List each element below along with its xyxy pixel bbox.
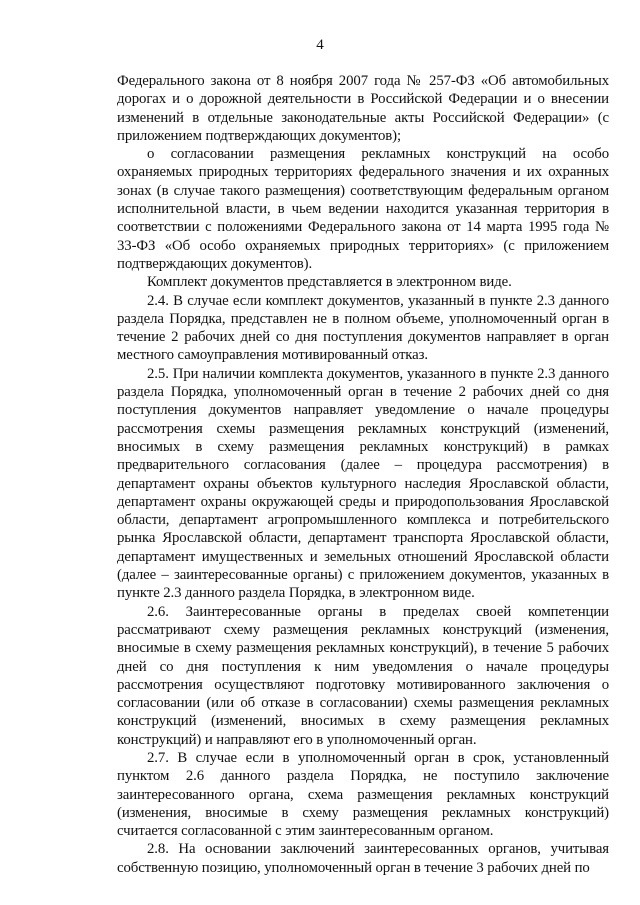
paragraph-protected-territories: о согласовании размещения рекламных конструкций на особо охраняемых природных территориях федерального значения и их охранных зонах (в случае такого размещения) соответствующим федеральным органом исполнительной власти, в чьем ведении находится указанная территория в соответствии с положениями Федерального закона от 14 марта 1995 года № 33-ФЗ «Об особо охраняемых природных территориях» (с приложением подтверждающих документов). [117, 146, 609, 272]
paragraph-2-7: 2.7. В случае если в уполномоченный орган в срок, установленный пунктом 2.6 данного раздела Порядка, не поступило заключение заинтересованного органа, схема размещения рекламных конструкций (изменения, вносимые в схему размещения рекламных конструкций) считается согласованной с этим заинтересованным органом. [117, 749, 609, 840]
paragraph-2-6: 2.6. Заинтересованные органы в пределах своей компетенции рассматривают схему размещения рекламных конструкций (изменения, вносимые в схему размещения рекламных конструкций), в течение 5 рабочих дней со дня поступления к ним уведомления о начале процедуры рассмотрения осуществляют подготовку мотивированного заключения о согласовании (или об отказе в согласовании) схемы размещения рекламных конструкций (изменений, вносимых в схему размещения рекламных конструкций) и направляют его в уполномоченный орган. [117, 603, 609, 748]
page-number: 4 [316, 37, 324, 53]
paragraph-2-4: 2.4. В случае если комплект документов, указанный в пункте 2.3 данного раздела Порядка, представлен не в полном объеме, уполномоченный орган в течение 2 рабочих дней со дня поступления документов направляет в орган местного самоуправления мотивированный отказ. [117, 292, 609, 364]
paragraph-2-5: 2.5. При наличии комплекта документов, указанного в пункте 2.3 данного раздела Порядка, уполномоченный орган в течение 2 рабочих дней со дня поступления документов направляет уведомление о начале процедуры рассмотрения схемы размещения рекламных конструкций (изменений, вносимых в схему размещения рекламных конструкций) в рамках предварительного согласования (далее – процедура рассмотрения) в департамент охраны объектов культурного наследия Ярославской области, департамент охраны окружающей среды и природопользования Ярославской области, департамент агропромышленного комплекса и потребительского рынка Ярославской области, департамент транспорта Ярославской области, департамент имущественных и земельных отношений Ярославской области (далее – заинтересованные органы) с приложением документов, указанных в пункте 2.3 данного раздела Порядка, в электронном виде. [117, 365, 609, 602]
paragraph-2-8: 2.8. На основании заключений заинтересованных органов, учитывая собственную позицию, уполномоченный орган в течение 3 рабочих дней по [117, 841, 609, 876]
paragraph-electronic-form: Комплект документов представляется в электронном виде. [147, 274, 512, 291]
document-body [117, 72, 609, 877]
paragraph-law-reference: Федерального закона от 8 ноября 2007 года № 257-ФЗ «Об автомобильных дорогах и о дорожной деятельности в Российской Федерации и о внесении изменений в отдельные законодательные акты Российской Федерации» (с приложением подтверждающих документов); [117, 73, 609, 144]
